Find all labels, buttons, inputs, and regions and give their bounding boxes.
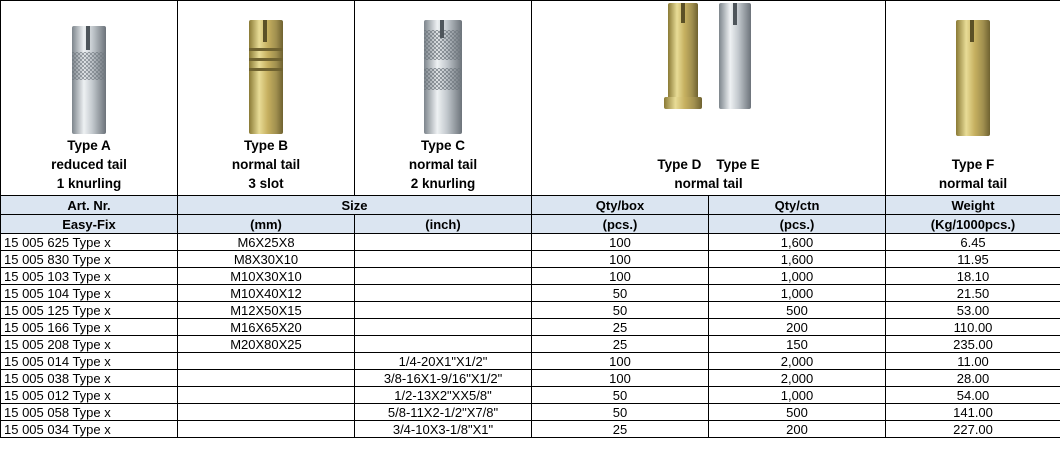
cell-weight: 110.00: [886, 319, 1060, 336]
cell-weight: 53.00: [886, 302, 1060, 319]
cell-ctn: 500: [709, 302, 886, 319]
cell-weight: 141.00: [886, 404, 1060, 421]
cell-box: 100: [532, 234, 709, 251]
cell-weight: 11.00: [886, 353, 1060, 370]
cell-mm: M12X50X15: [178, 302, 355, 319]
type-a-anchor-image: [69, 24, 109, 136]
cell-art: 15 005 012 Type x: [1, 387, 178, 404]
cell-weight: 54.00: [886, 387, 1060, 404]
header-kg: (Kg/1000pcs.): [886, 215, 1060, 234]
cell-art: 15 005 208 Type x: [1, 336, 178, 353]
cell-mm: M16X65X20: [178, 319, 355, 336]
type-b-anchor-image: [246, 18, 286, 136]
header-pcs-ctn: (pcs.): [709, 215, 886, 234]
type-c-name: Type C: [420, 138, 465, 153]
cell-ctn: 1,600: [709, 251, 886, 268]
cell-weight: 6.45: [886, 234, 1060, 251]
type-d-name: Type D: [657, 157, 702, 172]
type-d-anchor-image: [663, 1, 703, 111]
table-row: [1, 234, 1060, 251]
cell-ctn: 500: [709, 404, 886, 421]
type-a-feature: 1 knurling: [56, 176, 122, 191]
type-de-names: [532, 155, 885, 174]
cell-box: 100: [532, 268, 709, 285]
cell-art: 15 005 038 Type x: [1, 370, 178, 387]
cell-art: 15 005 625 Type x: [1, 234, 178, 251]
cell-ctn: 1,600: [709, 234, 886, 251]
cell-weight: 235.00: [886, 336, 1060, 353]
cell-inch: [355, 251, 532, 268]
table-row: [1, 421, 1060, 438]
type-f-anchor-image: [953, 18, 993, 138]
type-a-name: Type A: [67, 138, 111, 153]
cell-mm: [178, 370, 355, 387]
type-c-tail: normal tail: [408, 157, 478, 172]
cell-box: 100: [532, 251, 709, 268]
cell-art: 15 005 166 Type x: [1, 319, 178, 336]
cell-ctn: 1,000: [709, 285, 886, 302]
cell-inch: [355, 336, 532, 353]
cell-art: 15 005 034 Type x: [1, 421, 178, 438]
type-e-anchor-image: [715, 1, 755, 111]
cell-box: 50: [532, 285, 709, 302]
table-row: [1, 370, 1060, 387]
cell-inch: [355, 285, 532, 302]
cell-ctn: 200: [709, 319, 886, 336]
header-size: Size: [178, 196, 532, 215]
cell-ctn: 1,000: [709, 387, 886, 404]
cell-ctn: 200: [709, 421, 886, 438]
cell-mm: [178, 404, 355, 421]
type-c-feature: 2 knurling: [410, 176, 476, 191]
type-c-cell: [355, 1, 532, 196]
header-easy-fix: Easy-Fix: [1, 215, 178, 234]
cell-mm: M6X25X8: [178, 234, 355, 251]
type-c-anchor-image: [421, 18, 465, 136]
cell-box: 50: [532, 404, 709, 421]
type-f-name: Type F: [951, 157, 995, 172]
type-de-cell: [532, 1, 886, 196]
cell-inch: 3/8-16X1-9/16"X1/2": [355, 370, 532, 387]
type-a-tail: reduced tail: [51, 157, 127, 172]
type-de-tail: normal tail: [674, 176, 743, 191]
cell-mm: M10X40X12: [178, 285, 355, 302]
cell-inch: [355, 234, 532, 251]
cell-ctn: 2,000: [709, 353, 886, 370]
cell-ctn: 2,000: [709, 370, 886, 387]
cell-mm: [178, 387, 355, 404]
cell-art: 15 005 125 Type x: [1, 302, 178, 319]
cell-box: 50: [532, 302, 709, 319]
cell-art: 15 005 058 Type x: [1, 404, 178, 421]
cell-inch: [355, 268, 532, 285]
type-b-tail: normal tail: [231, 157, 301, 172]
type-a-cell: [1, 1, 178, 196]
cell-inch: 1/2-13X2"XX5/8": [355, 387, 532, 404]
header-row-2: [1, 215, 1060, 234]
type-b-cell: [178, 1, 355, 196]
cell-box: 100: [532, 353, 709, 370]
header-mm: (mm): [178, 215, 355, 234]
header-art-nr: Art. Nr.: [1, 196, 178, 215]
table-row: [1, 251, 1060, 268]
cell-box: 25: [532, 421, 709, 438]
table-row: [1, 387, 1060, 404]
cell-inch: 1/4-20X1"X1/2": [355, 353, 532, 370]
type-f-cell: [886, 1, 1060, 196]
cell-mm: M8X30X10: [178, 251, 355, 268]
header-qty-box: Qty/box: [532, 196, 709, 215]
table-row: [1, 319, 1060, 336]
header-inch: (inch): [355, 215, 532, 234]
header-qty-ctn: Qty/ctn: [709, 196, 886, 215]
cell-art: 15 005 830 Type x: [1, 251, 178, 268]
cell-art: 15 005 104 Type x: [1, 285, 178, 302]
cell-box: 50: [532, 387, 709, 404]
cell-mm: M10X30X10: [178, 268, 355, 285]
cell-ctn: 1,000: [709, 268, 886, 285]
type-b-feature: 3 slot: [248, 176, 284, 191]
type-b-name: Type B: [243, 138, 288, 153]
cell-inch: 3/4-10X3-1/8"X1": [355, 421, 532, 438]
table-row: [1, 353, 1060, 370]
table-row: [1, 404, 1060, 421]
cell-weight: 11.95: [886, 251, 1060, 268]
table-row: [1, 285, 1060, 302]
cell-art: 15 005 014 Type x: [1, 353, 178, 370]
header-row-1: [1, 196, 1060, 215]
cell-inch: 5/8-11X2-1/2"X7/8": [355, 404, 532, 421]
cell-box: 100: [532, 370, 709, 387]
cell-weight: 28.00: [886, 370, 1060, 387]
header-weight: Weight: [886, 196, 1060, 215]
cell-art: 15 005 103 Type x: [1, 268, 178, 285]
cell-weight: 21.50: [886, 285, 1060, 302]
header-pcs-box: (pcs.): [532, 215, 709, 234]
type-e-name: Type E: [716, 157, 760, 172]
cell-ctn: 150: [709, 336, 886, 353]
cell-mm: M20X80X25: [178, 336, 355, 353]
cell-box: 25: [532, 319, 709, 336]
cell-weight: 18.10: [886, 268, 1060, 285]
type-f-tail: normal tail: [938, 176, 1008, 191]
table-row: [1, 336, 1060, 353]
cell-weight: 227.00: [886, 421, 1060, 438]
cell-mm: [178, 353, 355, 370]
cell-box: 25: [532, 336, 709, 353]
table-row: [1, 268, 1060, 285]
table-row: [1, 302, 1060, 319]
cell-inch: [355, 319, 532, 336]
cell-inch: [355, 302, 532, 319]
cell-mm: [178, 421, 355, 438]
